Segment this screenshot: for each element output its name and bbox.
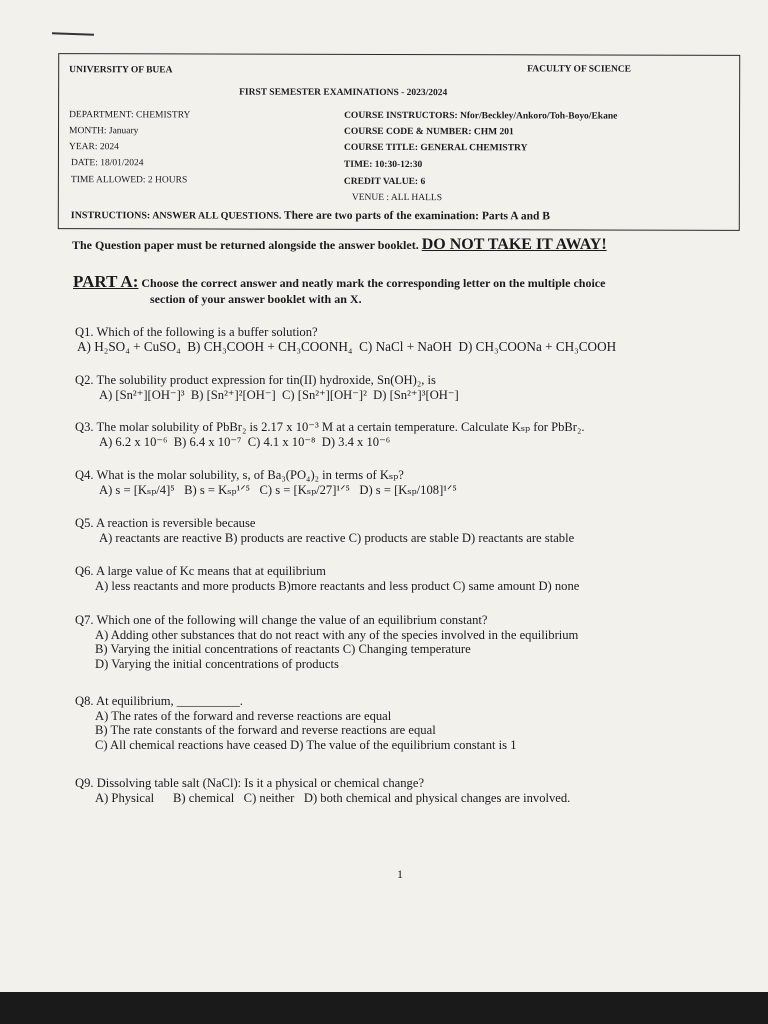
instructions-text: There are two parts of the examination: Parts A and B [283, 209, 550, 223]
question-4 [75, 468, 715, 497]
return-notice-text: The Question paper must be returned alongside the answer booklet. [72, 238, 419, 252]
option-a: A) Adding other substances that do not react with any of the species involved in the equilibrium [95, 627, 579, 642]
question-stem: Q9. Dissolving table salt (NaCl): Is it a physical or chemical change? [75, 776, 425, 790]
option-a: A) [Sn²⁺][OH⁻]³ [99, 387, 185, 402]
question-stem: Q2. The solubility product expression for tin(II) hydroxide, Sn(OH)₂, is [75, 373, 436, 387]
venue: VENUE : ALL HALLS [351, 192, 443, 204]
question-stem: Q4. What is the molar solubility, s, of Ba₃(PO₄)₂ in terms of Kₛₚ? [75, 468, 404, 482]
question-stem: Q3. The molar solubility of PbBr₂ is 2.17 x 10⁻³ M at a certain temperature. Calculate Kₛₚ for PbBr₂. [75, 420, 585, 434]
option-c-d: C) All chemical reactions have ceased D) The value of the equilibrium constant is 1 [95, 737, 517, 752]
option-b-c: B) Varying the initial concentrations of reactants C) Changing temperature [95, 642, 471, 656]
faculty-name: FACULTY OF SCIENCE [527, 64, 632, 75]
option-b: B) The rate constants of the forward and reverse reactions are equal [95, 723, 436, 737]
date: DATE: 18/01/2024 [70, 158, 144, 169]
question-2 [75, 373, 715, 402]
option-d: D) [Sn²⁺]³[OH⁻] [373, 387, 459, 402]
option-b: B) s = Kₛₚ¹ᐟ⁵ [184, 482, 251, 497]
department: DEPARTMENT: CHEMISTRY [69, 110, 191, 121]
return-notice [72, 236, 607, 254]
course-instructors: COURSE INSTRUCTORS: Nfor/Beckley/Ankoro/Toh-Boyo/Ekane [344, 110, 618, 122]
question-6 [75, 564, 715, 593]
course-title: COURSE TITLE: GENERAL CHEMISTRY [343, 142, 528, 154]
question-9 [75, 776, 715, 805]
question-7 [75, 613, 715, 671]
option-a: A) The rates of the forward and reverse reactions are equal [95, 708, 392, 723]
option-d: D) s = [Kₛₚ/108]¹ᐟ⁵ [359, 482, 457, 497]
option-c: C) NaCl + NaOH [359, 338, 452, 354]
part-a-line-1: Choose the correct answer and neatly mark the corresponding letter on the multiple choice [141, 276, 606, 290]
page-number: 1 [397, 867, 403, 881]
year: YEAR: 2024 [68, 142, 119, 153]
option-c: C) neither [243, 790, 295, 805]
option-b: B) chemical [173, 790, 235, 805]
option-d: D) both chemical and physical changes are involved. [303, 790, 571, 805]
option-a: A) s = [Kₛₚ/4]⁵ [99, 482, 175, 497]
question-stem: Q1. Which of the following is a buffer solution? [75, 325, 318, 339]
university-name: UNIVERSITY OF BUEA [69, 65, 173, 76]
part-a-instruction [73, 272, 605, 292]
options: A) less reactants and more products B)more reactants and less product C) same amount D) none [95, 578, 580, 593]
question-3 [75, 420, 715, 449]
part-a-line-2: section of your answer booklet with an X. [150, 292, 362, 306]
course-code: COURSE CODE & NUMBER: CHM 201 [344, 126, 514, 138]
option-b: B) 6.4 x 10⁻⁷ [173, 434, 242, 449]
question-stem: Q5. A reaction is reversible because [75, 516, 256, 530]
option-d: D) 3.4 x 10⁻⁶ [321, 434, 391, 449]
option-a: A) Physical [95, 790, 155, 805]
option-c: C) s = [Kₛₚ/27]¹ᐟ⁵ [259, 482, 350, 497]
pen-mark [52, 32, 94, 35]
return-warning: DO NOT TAKE IT AWAY! [421, 236, 607, 253]
part-a-label: PART A: [73, 272, 139, 291]
options: A) reactants are reactive B) products are reactive C) products are stable D) reactants are stable [99, 530, 575, 545]
question-5 [75, 516, 715, 545]
question-8 [75, 694, 715, 752]
instructions [71, 209, 550, 222]
exam-time: TIME: 10:30-12:30 [343, 159, 423, 171]
option-a: A) H₂SO₄ + CuSO₄ [77, 338, 181, 354]
option-a: A) 6.2 x 10⁻⁶ [99, 434, 168, 449]
option-b: B) [Sn²⁺]²[OH⁻] [190, 387, 276, 402]
header-box [58, 53, 740, 231]
option-d: D) CH₃COONa + CH₃COOH [458, 338, 617, 354]
month: MONTH: January [69, 126, 139, 137]
instructions-label: INSTRUCTIONS: ANSWER ALL QUESTIONS. [70, 210, 282, 222]
question-stem: Q7. Which one of the following will change the value of an equilibrium constant? [75, 613, 488, 627]
exam-title: FIRST SEMESTER EXAMINATIONS - 2023/2024 [239, 87, 448, 99]
question-stem: Q8. At equilibrium, __________. [75, 694, 243, 708]
option-b: B) CH₃COOH + CH₃COONH₄ [187, 338, 353, 354]
option-d: D) Varying the initial concentrations of products [95, 656, 339, 671]
question-1 [75, 325, 715, 354]
option-c: C) [Sn²⁺][OH⁻]² [282, 387, 367, 402]
option-c: C) 4.1 x 10⁻⁸ [247, 434, 316, 449]
time-allowed: TIME ALLOWED: 2 HOURS [70, 175, 188, 186]
credit-value: CREDIT VALUE: 6 [343, 176, 426, 188]
question-stem: Q6. A large value of Kc means that at equilibrium [75, 564, 326, 578]
